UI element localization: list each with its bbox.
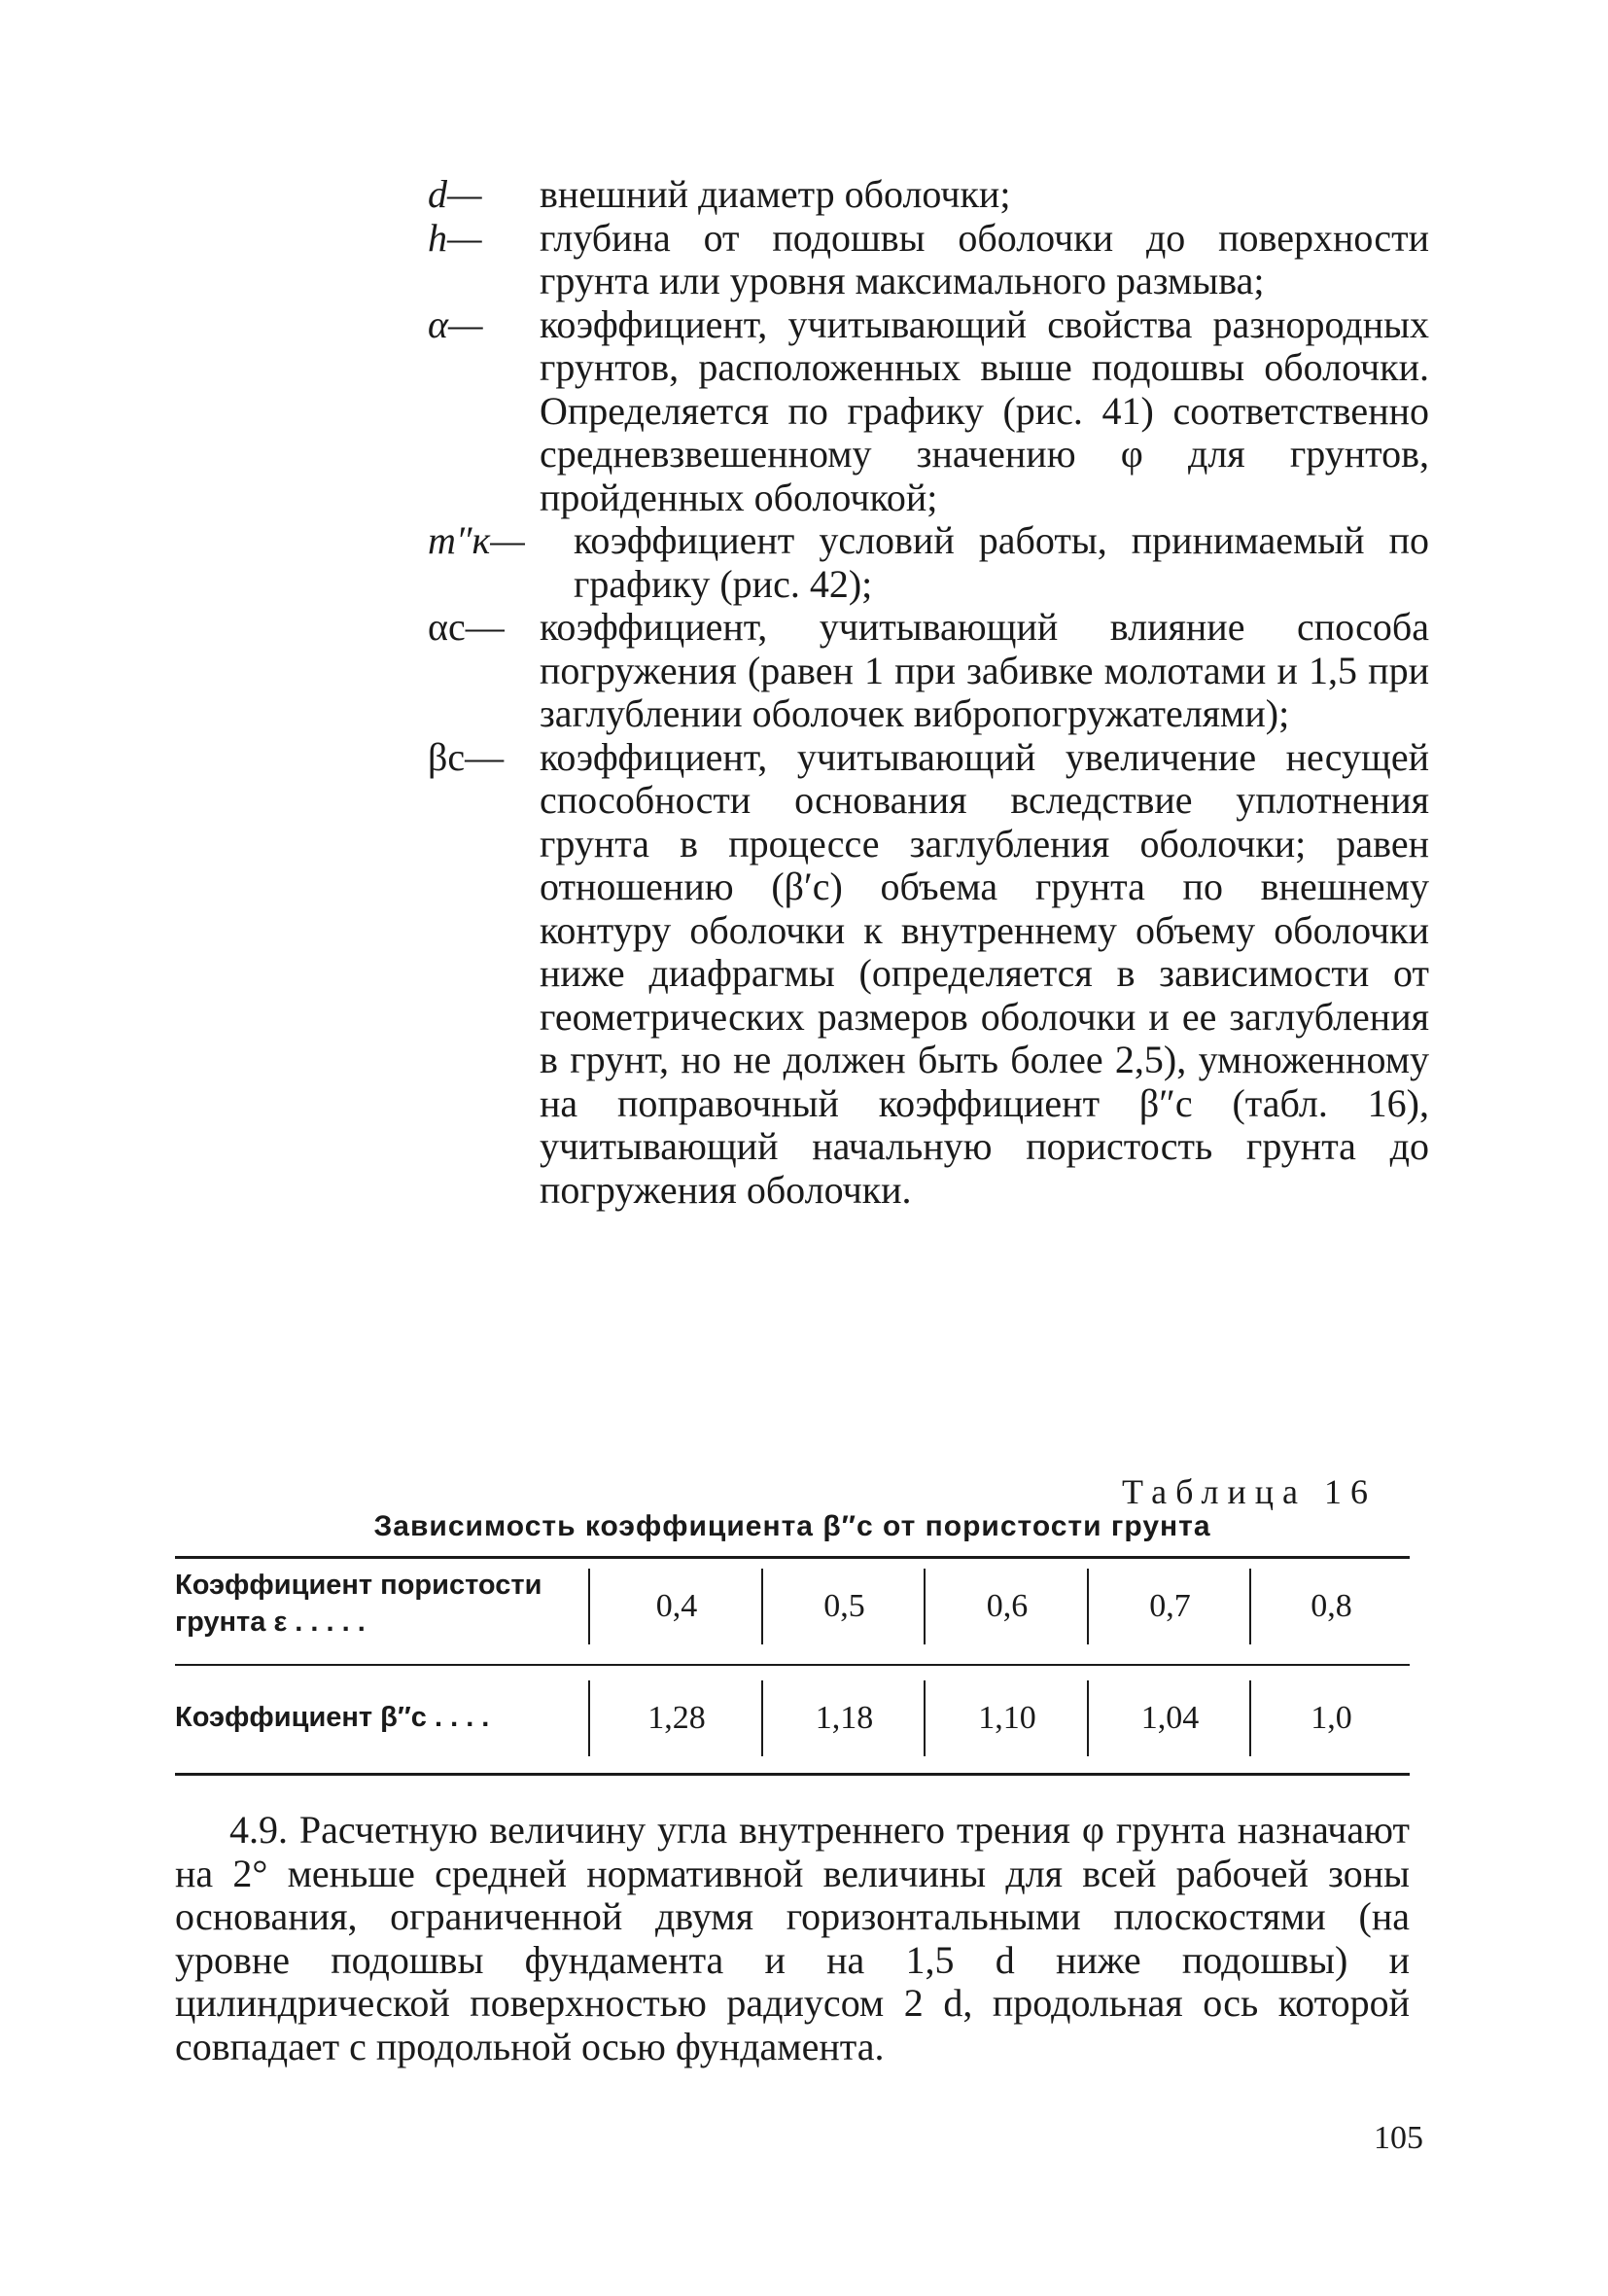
row-divider <box>175 1664 1410 1666</box>
row-header-coefficient: Коэффициент β″с . . . . <box>175 1702 490 1733</box>
table-cell: 1,18 <box>761 1680 926 1756</box>
table-row <box>175 1671 1410 1766</box>
table-cell: 0,8 <box>1249 1569 1412 1644</box>
definition-h <box>428 217 1429 303</box>
definition-symbol: h— <box>428 215 482 260</box>
definitions-list <box>428 173 1429 1212</box>
table-row <box>175 1559 1410 1654</box>
definition-alpha-c <box>428 606 1429 736</box>
definition-d <box>428 173 1429 217</box>
row-header-porosity: Коэффициент пористости грунта ε . . . . . <box>175 1570 542 1638</box>
table-cell: 1,10 <box>924 1680 1089 1756</box>
definition-text: коэффициент, учитывающий увеличение несущей способности основания вследствие уплотнения грунта в процессе заглубления оболочки; равен отношению (β′с) объема грунта по внешнему контуру оболочки к внутреннему объему оболочки ниже диафрагмы (определяется в зависимости от геометрических размеров оболочки и ее заглубления в грунт, но не должен быть более 2,5), умноженному на поправочный коэффициент β″с (табл. 16), учитывающий начальную пористость грунта до погружения оболочки. <box>540 734 1429 1212</box>
table-title: Зависимость коэффициента β″с от пористости грунта <box>373 1510 1211 1542</box>
table-cell: 0,6 <box>924 1569 1089 1644</box>
definition-text: глубина от подошвы оболочки до поверхности грунта или уровня максимального размыва; <box>540 215 1429 302</box>
definition-symbol: m″к— <box>428 518 525 562</box>
definition-symbol: d— <box>428 172 482 216</box>
definition-mk <box>428 519 1429 606</box>
definition-symbol: αс— <box>428 605 505 649</box>
definition-text: коэффициент, учитывающий влияние способа погружения (равен 1 при забивке молотами и 1,5 при заглублении оболочек вибропогружателями); <box>540 605 1429 735</box>
table-cell: 1,04 <box>1087 1680 1251 1756</box>
paragraph-4-9: 4.9. Расчетную величину угла внутреннего трения φ грунта назначают на 2° меньше средней нормативной величины для всей рабочей зоны основания, ограниченной двумя горизонтальными плоскостями (на уровне подошвы фундамента и на 1,5 d ниже подошвы) и цилиндрической поверхностью радиусом 2 d, продольная ось которой совпадает с продольной осью фундамента. <box>175 1808 1410 2068</box>
table-cell: 0,4 <box>588 1569 763 1644</box>
definition-symbol: βс— <box>428 734 505 779</box>
table-caption: Таблица 16 <box>1122 1472 1377 1511</box>
table-cell: 1,0 <box>1249 1680 1412 1756</box>
definition-beta-c <box>428 736 1429 1213</box>
definition-text: внешний диаметр оболочки; <box>540 172 1011 216</box>
coefficient-table <box>175 1556 1410 1776</box>
definition-text: коэффициент условий работы, принимаемый по графику (рис. 42); <box>574 518 1429 606</box>
table-cell: 1,28 <box>588 1680 763 1756</box>
table-cell: 0,5 <box>761 1569 926 1644</box>
definition-symbol: α— <box>428 301 483 346</box>
table-cell: 0,7 <box>1087 1569 1251 1644</box>
definition-alpha <box>428 303 1429 520</box>
definition-text: коэффициент, учитывающий свойства разнородных грунтов, расположенных выше подошвы оболочки. Определяется по графику (рис. 41) соответственно средневзвешенному значению φ для грунтов, пройденных оболочкой; <box>540 301 1429 519</box>
page-number: 105 <box>1374 2120 1423 2156</box>
